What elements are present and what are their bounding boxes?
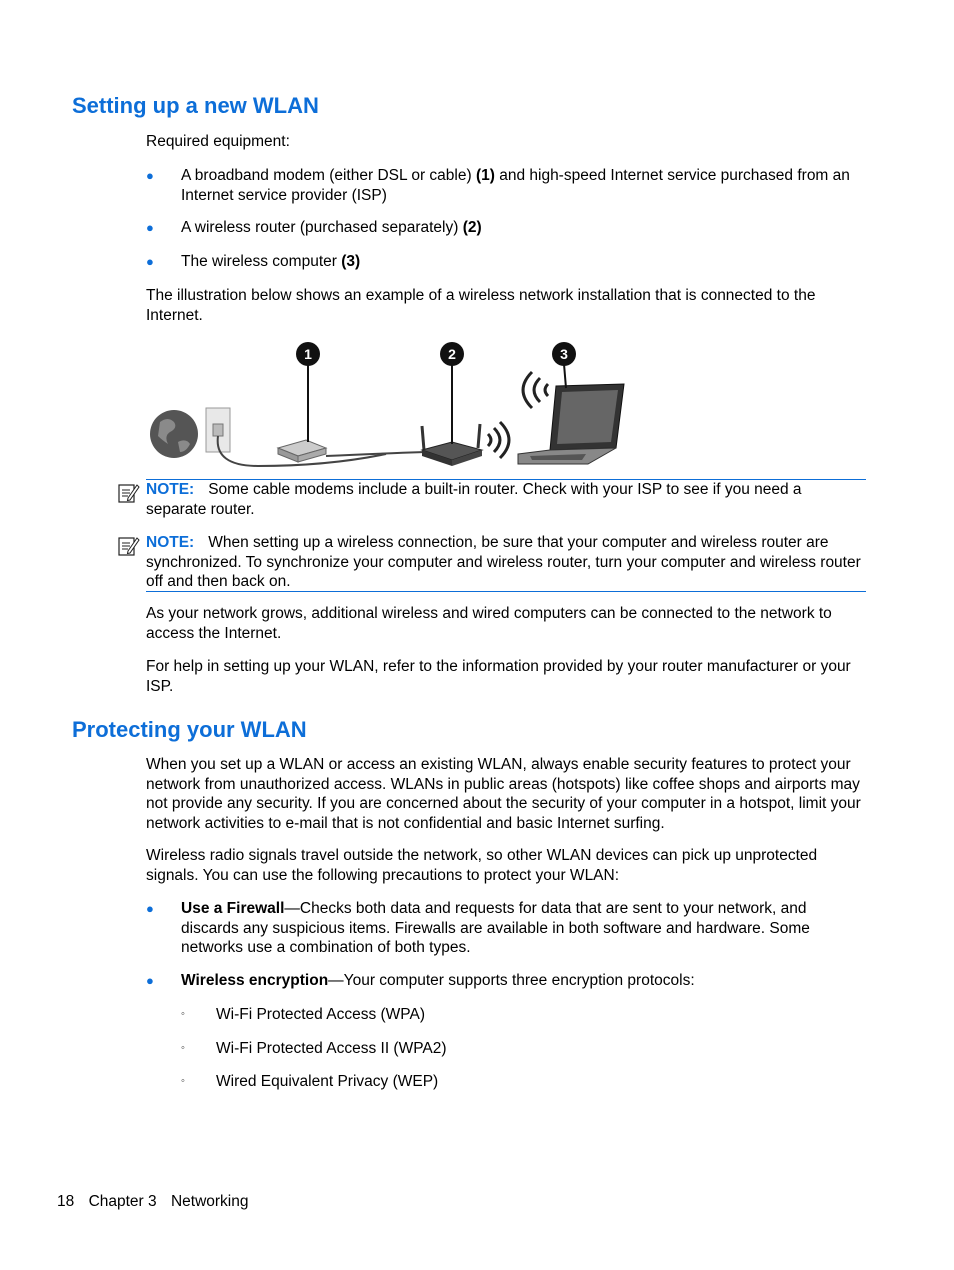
note-text: Some cable modems include a built-in router. Check with your ISP to see if you need a separate router. <box>146 481 802 518</box>
item-text: The wireless computer <box>181 253 342 270</box>
note-pencil-icon <box>118 482 140 504</box>
wireless-network-illustration <box>146 338 630 472</box>
paragraph-signals: Wireless radio signals travel outside the network, so other WLAN devices can pick up unprotected signals. You can use the following precautions to protect your WLAN: <box>146 847 818 884</box>
bullet-icon: ● <box>146 168 154 183</box>
wifi-waves-icon <box>488 422 509 458</box>
note-pencil-icon <box>118 535 140 557</box>
illustration-intro: The illustration below shows an example of a wireless network installation that is connected to the Internet. <box>146 287 816 324</box>
callout-number: 3 <box>560 346 568 362</box>
sub-item-text: Wi-Fi Protected Access (WPA) <box>216 1006 425 1023</box>
note-label: NOTE: <box>146 481 195 498</box>
page-footer <box>57 1192 258 1211</box>
footer-title: Networking <box>170 1193 249 1210</box>
paragraph-network-grows: As your network grows, additional wireless and wired computers can be connected to the network to access the Internet. <box>146 605 832 642</box>
wifi-waves-icon <box>523 372 548 408</box>
paragraph-security: When you set up a WLAN or access an existing WLAN, always enable security features to protect your network from unauthorized access. WLANs in public areas (hotspots) like coffee shops and airports may not provide any security. If you are concerned about the security of your computer in a hotspot, limit your network activities to e-mail that is not confidential and basic Internet surfing. <box>146 756 861 832</box>
item-term: Use a Firewall <box>181 900 285 917</box>
page-number: 18 <box>57 1193 75 1210</box>
item-text: —Checks both data and requests for data that are sent to your network, and discards any suspicious items. Firewalls are available in both software and hardware. Some networks use a combination of both types. <box>181 900 810 956</box>
note-1 <box>146 480 866 519</box>
sub-bullet-icon: ◦ <box>181 1008 185 1020</box>
footer-chapter: Chapter 3 <box>88 1193 157 1210</box>
section-heading-protect: Protecting your WLAN <box>72 717 307 742</box>
item-callout: (2) <box>462 219 482 236</box>
modem-icon <box>278 440 326 462</box>
globe-icon <box>150 410 198 458</box>
bullet-icon: ● <box>146 973 154 988</box>
item-callout: (3) <box>341 253 361 270</box>
item-term: Wireless encryption <box>181 972 329 989</box>
callout-number: 2 <box>448 346 456 362</box>
note-2 <box>146 533 866 592</box>
required-equipment-label: Required equipment: <box>146 133 290 150</box>
item-callout: (1) <box>475 167 495 184</box>
note-text: When setting up a wireless connection, be sure that your computer and wireless router are synchronized. To synchronize your computer and wireless router, turn your computer and wireless router off and then back on. <box>146 534 861 590</box>
note-label: NOTE: <box>146 534 195 551</box>
item-text: A broadband modem (either DSL or cable) <box>181 167 476 184</box>
item-text: A wireless router (purchased separately) <box>181 219 463 236</box>
section-heading-setup: Setting up a new WLAN <box>72 93 319 118</box>
sub-bullet-icon: ◦ <box>181 1075 185 1087</box>
bullet-icon: ● <box>146 901 154 916</box>
note-rule-bottom <box>146 591 866 592</box>
sub-item-text: Wi-Fi Protected Access II (WPA2) <box>216 1040 447 1057</box>
callout-1 <box>296 342 320 366</box>
sub-bullet-icon: ◦ <box>181 1042 185 1054</box>
callout-3 <box>552 342 576 366</box>
bullet-icon: ● <box>146 254 154 269</box>
paragraph-help: For help in setting up your WLAN, refer to the information provided by your router manufacturer or your ISP. <box>146 658 851 695</box>
callout-number: 1 <box>304 346 312 362</box>
item-text: —Your computer supports three encryption protocols: <box>328 972 695 989</box>
bullet-icon: ● <box>146 220 154 235</box>
sub-item-text: Wired Equivalent Privacy (WEP) <box>216 1073 439 1090</box>
item-text-after: and high-speed Internet service purchased from an Internet service provider (ISP) <box>181 167 850 204</box>
callout-2 <box>440 342 464 366</box>
